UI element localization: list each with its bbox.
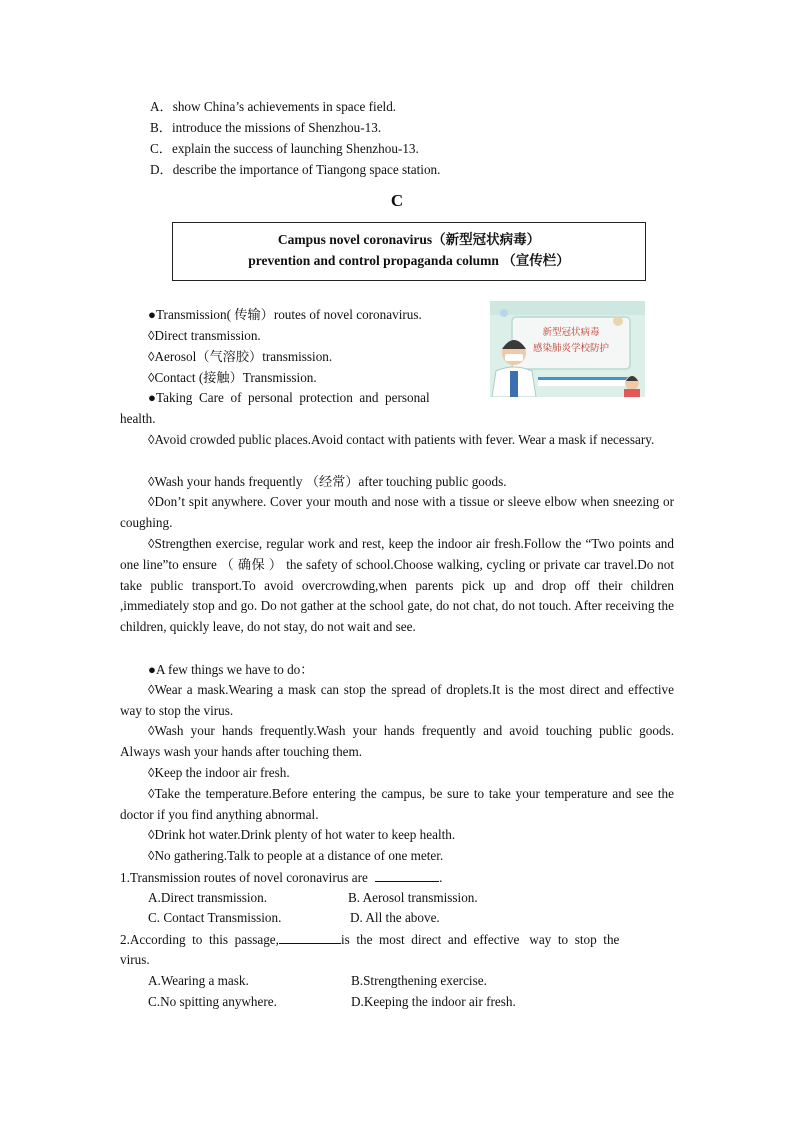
title-box: [172, 222, 646, 281]
protection-heading-cont: health.: [120, 411, 156, 426]
paragraph-wash-frequently: ◊Wash your hands frequently.Wash your hands frequently and avoid touching public goods. Always wash your hands after touching them.: [120, 723, 674, 759]
question-1: [120, 869, 442, 886]
q2-option-d[interactable]: D.Keeping the indoor air fresh.: [351, 994, 516, 1009]
title-line-1: Campus novel coronavirus（新型冠状病毒）: [277, 232, 541, 247]
q1-option-c[interactable]: C. Contact Transmission.: [148, 910, 282, 925]
q1-option-a[interactable]: A.Direct transmission.: [148, 890, 268, 905]
paragraph-temperature: ◊Take the temperature.Before entering the campus, be sure to take your temperature and see the doctor if you find anything abnormal.: [120, 786, 674, 822]
paragraph-hot-water: ◊Drink hot water.Drink plenty of hot water to keep health.: [148, 827, 456, 842]
paragraph-no-spitting: ◊Don’t spit anywhere. Cover your mouth and nose with a tissue or sleeve elbow when sneezing or coughing.: [120, 494, 674, 530]
paragraph-wear-mask: ◊Wear a mask.Wearing a mask can stop the spread of droplets.It is the most direct and effective way to stop the virus.: [120, 682, 674, 718]
question-2-text-a: 2.According to this passage,: [120, 932, 279, 947]
q1-option-d[interactable]: D. All the above.: [350, 910, 440, 925]
question-1-blank[interactable]: [375, 869, 439, 882]
q1-option-b[interactable]: B. Aerosol transmission.: [348, 890, 478, 905]
paragraph-indoor-air: ◊Keep the indoor air fresh.: [148, 765, 290, 780]
question-2: [120, 931, 674, 948]
poster-text-1: 新型冠状病毒: [542, 327, 600, 338]
paragraph-strengthen-exercise: ◊Strengthen exercise, regular work and rest, keep the indoor air fresh.Follow the “Two points and one line”to ensure （ 确保 ） the safety of school.Choose walking, cycling or private car travel.Do not take public transport.To avoid overcrowding,when parents pick up and drop off their children ,immediately stop and go. Do not gather at the school gate, do not chat, do not touch. After receiving the children, quickly leave, do not stay, do not wait and see.: [120, 536, 674, 635]
contact-transmission: ◊Contact (接触）Transmission.: [148, 370, 317, 385]
q2-option-a[interactable]: A.Wearing a mask.: [148, 973, 249, 988]
prev-option-a: A．show China’s achievements in space field.: [150, 99, 397, 114]
section-letter: C: [390, 191, 404, 210]
q2-option-c[interactable]: C.No spitting anywhere.: [148, 994, 277, 1009]
q2-option-b[interactable]: B.Strengthening exercise.: [351, 973, 487, 988]
aerosol-transmission: ◊Aerosol（气溶胶）transmission.: [148, 349, 333, 364]
paragraph-wash-hands: ◊Wash your hands frequently （经常）after touching public goods.: [148, 474, 507, 489]
paragraph-no-gathering: ◊No gathering.Talk to people at a distance of one meter.: [148, 848, 444, 863]
prev-option-d: D．describe the importance of Tiangong space station.: [150, 162, 441, 177]
things-to-do-heading: ●A few things we have to do：: [148, 662, 314, 677]
question-1-text: 1.Transmission routes of novel coronavirus are: [120, 870, 368, 885]
question-2-text-b: is the most direct and effective way to stop the: [340, 932, 620, 947]
question-2-blank[interactable]: [279, 931, 341, 944]
question-2-cont: virus.: [120, 952, 150, 967]
poster-image: [490, 301, 645, 397]
prev-option-c: C．explain the success of launching Shenzhou-13.: [150, 141, 419, 156]
transmission-heading: ●Transmission( 传输）routes of novel coronavirus.: [148, 307, 422, 322]
title-line-2: prevention and control propaganda column （宣传栏）: [248, 253, 570, 268]
poster-illustration: [490, 301, 645, 397]
question-1-end: .: [439, 870, 443, 885]
protection-heading: ●Taking Care of personal protection and personal: [148, 390, 430, 405]
question-2-part: [120, 931, 619, 948]
paragraph-avoid-crowds: ◊Avoid crowded public places.Avoid contact with patients with fever. Wear a mask if necessary.: [148, 432, 655, 447]
poster-text-2: 感染肺炎学校防护: [532, 343, 610, 354]
direct-transmission: ◊Direct transmission.: [148, 328, 261, 343]
prev-option-b: B．introduce the missions of Shenzhou-13.: [150, 120, 382, 135]
